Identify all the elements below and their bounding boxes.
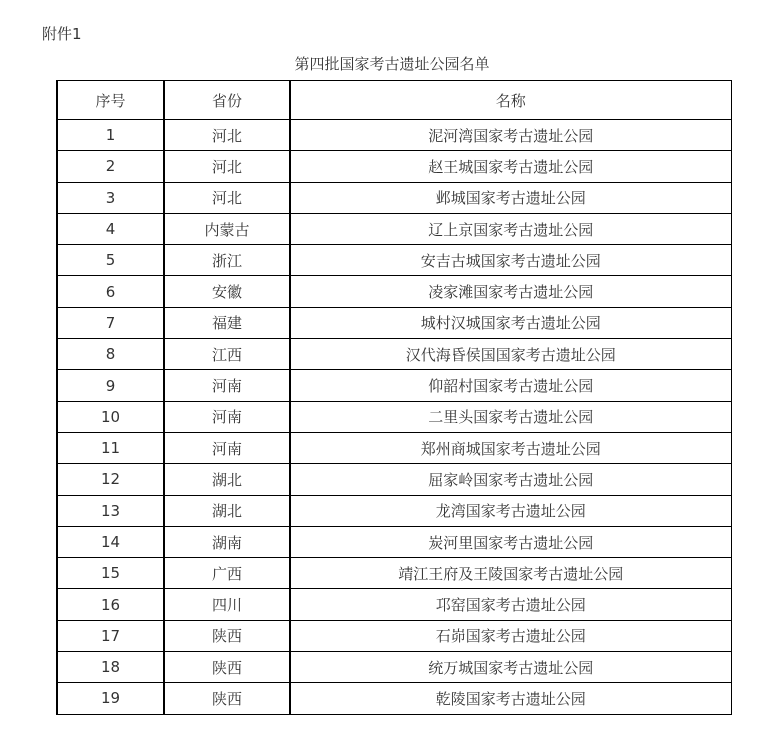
cell-province: 陕西 xyxy=(164,620,290,651)
table-row xyxy=(57,370,731,401)
document-title: 第四批国家考古遗址公园名单 xyxy=(294,55,490,73)
cell-name: 统万城国家考古遗址公园 xyxy=(290,652,731,683)
table-header-row xyxy=(57,81,731,120)
header-name: 名称 xyxy=(290,81,731,120)
cell-index: 19 xyxy=(57,683,164,714)
cell-index: 11 xyxy=(57,432,164,463)
cell-name: 安吉古城国家考古遗址公园 xyxy=(290,245,731,276)
cell-province: 河北 xyxy=(164,182,290,213)
cell-name: 邛窑国家考古遗址公园 xyxy=(290,589,731,620)
cell-province: 广西 xyxy=(164,558,290,589)
cell-index: 7 xyxy=(57,307,164,338)
cell-province: 河北 xyxy=(164,151,290,182)
table-row xyxy=(57,683,731,714)
table-row xyxy=(57,495,731,526)
cell-province: 福建 xyxy=(164,307,290,338)
table-row xyxy=(57,558,731,589)
cell-name: 乾陵国家考古遗址公园 xyxy=(290,683,731,714)
table-row xyxy=(57,213,731,244)
cell-index: 14 xyxy=(57,526,164,557)
table-row xyxy=(57,182,731,213)
cell-name: 石峁国家考古遗址公园 xyxy=(290,620,731,651)
table-row xyxy=(57,151,731,182)
cell-name: 龙湾国家考古遗址公园 xyxy=(290,495,731,526)
table-row xyxy=(57,432,731,463)
cell-province: 湖北 xyxy=(164,464,290,495)
cell-province: 四川 xyxy=(164,589,290,620)
header-index: 序号 xyxy=(57,81,164,120)
cell-province: 陕西 xyxy=(164,652,290,683)
cell-name: 屈家岭国家考古遗址公园 xyxy=(290,464,731,495)
cell-index: 17 xyxy=(57,620,164,651)
cell-province: 江西 xyxy=(164,339,290,370)
cell-index: 6 xyxy=(57,276,164,307)
cell-name: 泥河湾国家考古遗址公园 xyxy=(290,120,731,151)
table-row xyxy=(57,339,731,370)
cell-name: 仰韶村国家考古遗址公园 xyxy=(290,370,731,401)
cell-index: 12 xyxy=(57,464,164,495)
cell-index: 2 xyxy=(57,151,164,182)
table-row xyxy=(57,307,731,338)
cell-province: 安徽 xyxy=(164,276,290,307)
cell-province: 内蒙古 xyxy=(164,213,290,244)
cell-index: 13 xyxy=(57,495,164,526)
cell-index: 4 xyxy=(57,213,164,244)
cell-name: 靖江王府及王陵国家考古遗址公园 xyxy=(290,558,731,589)
cell-province: 河南 xyxy=(164,432,290,463)
header-province: 省份 xyxy=(164,81,290,120)
cell-index: 1 xyxy=(57,120,164,151)
cell-index: 10 xyxy=(57,401,164,432)
table-row xyxy=(57,620,731,651)
cell-name: 凌家滩国家考古遗址公园 xyxy=(290,276,731,307)
cell-index: 5 xyxy=(57,245,164,276)
park-list-table xyxy=(56,80,732,715)
cell-index: 8 xyxy=(57,339,164,370)
cell-index: 15 xyxy=(57,558,164,589)
cell-index: 16 xyxy=(57,589,164,620)
cell-name: 郑州商城国家考古遗址公园 xyxy=(290,432,731,463)
cell-name: 赵王城国家考古遗址公园 xyxy=(290,151,731,182)
table-row xyxy=(57,120,731,151)
table-row xyxy=(57,464,731,495)
cell-province: 河南 xyxy=(164,370,290,401)
cell-name: 二里头国家考古遗址公园 xyxy=(290,401,731,432)
cell-province: 湖北 xyxy=(164,495,290,526)
attachment-label: 附件1 xyxy=(42,25,82,43)
table-row xyxy=(57,245,731,276)
cell-province: 浙江 xyxy=(164,245,290,276)
cell-name: 炭河里国家考古遗址公园 xyxy=(290,526,731,557)
cell-province: 河南 xyxy=(164,401,290,432)
cell-name: 汉代海昏侯国国家考古遗址公园 xyxy=(290,339,731,370)
cell-name: 辽上京国家考古遗址公园 xyxy=(290,213,731,244)
cell-index: 9 xyxy=(57,370,164,401)
table-row xyxy=(57,276,731,307)
table-row xyxy=(57,589,731,620)
cell-index: 3 xyxy=(57,182,164,213)
cell-index: 18 xyxy=(57,652,164,683)
cell-name: 邺城国家考古遗址公园 xyxy=(290,182,731,213)
table-row xyxy=(57,401,731,432)
cell-province: 湖南 xyxy=(164,526,290,557)
cell-province: 河北 xyxy=(164,120,290,151)
cell-name: 城村汉城国家考古遗址公园 xyxy=(290,307,731,338)
table-row xyxy=(57,652,731,683)
cell-province: 陕西 xyxy=(164,683,290,714)
table-row xyxy=(57,526,731,557)
